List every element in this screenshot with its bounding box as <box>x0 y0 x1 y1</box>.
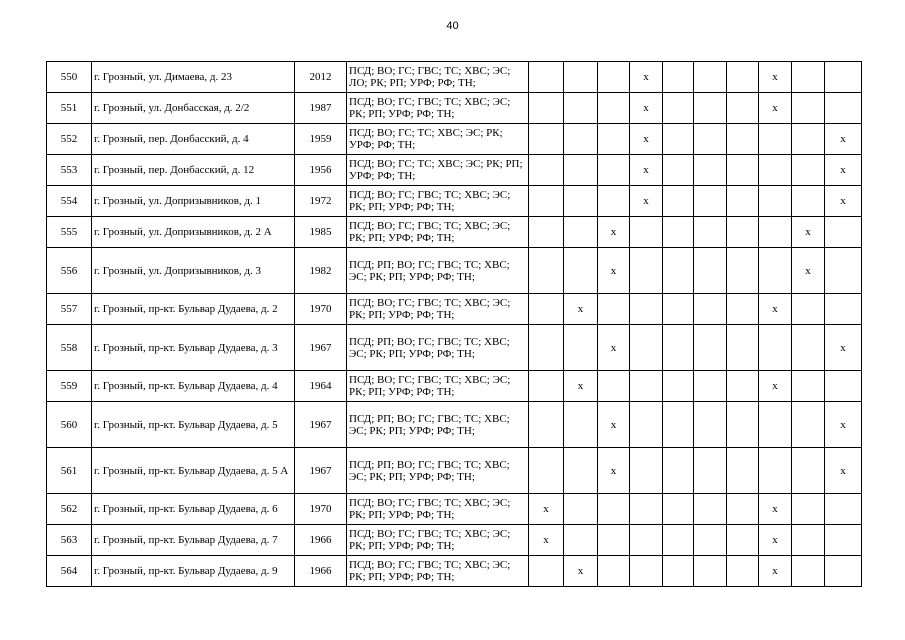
mark-cell <box>727 124 759 155</box>
mark-cell <box>825 525 862 556</box>
works-list-cell: ПСД; ВО; ГС; ТС; ХВС; ЭС; РК; РП; УРФ; РФ; ТН; <box>347 155 529 186</box>
mark-cell <box>792 294 825 325</box>
mark-cell <box>630 525 663 556</box>
mark-cell: х <box>630 155 663 186</box>
works-list-cell: ПСД; ВО; ГС; ГВС; ТС; ХВС; ЭС; РК; РП; УРФ; РФ; ТН; <box>347 556 529 587</box>
mark-cell <box>598 155 630 186</box>
mark-cell <box>727 217 759 248</box>
table-row <box>47 448 862 494</box>
year-cell: 1959 <box>295 124 347 155</box>
year-cell: 1987 <box>295 93 347 124</box>
mark-cell: х <box>598 448 630 494</box>
table-row <box>47 556 862 587</box>
mark-cell <box>529 217 564 248</box>
mark-cell: х <box>630 124 663 155</box>
mark-cell <box>694 371 727 402</box>
address-cell: г. Грозный, ул. Допризывников, д. 3 <box>92 248 295 294</box>
year-cell: 1964 <box>295 371 347 402</box>
mark-cell: х <box>792 217 825 248</box>
row-number-cell: 561 <box>47 448 92 494</box>
works-list-cell: ПСД; ВО; ГС; ТС; ХВС; ЭС; РК; УРФ; РФ; ТН; <box>347 124 529 155</box>
year-cell: 1970 <box>295 494 347 525</box>
mark-cell <box>792 371 825 402</box>
mark-cell <box>630 556 663 587</box>
mark-cell <box>529 62 564 93</box>
mark-cell <box>598 525 630 556</box>
mark-cell <box>663 155 694 186</box>
mark-cell <box>694 294 727 325</box>
table-row <box>47 371 862 402</box>
works-list-cell: ПСД; РП; ВО; ГС; ГВС; ТС; ХВС; ЭС; РК; РП; УРФ; РФ; ТН; <box>347 448 529 494</box>
mark-cell: х <box>598 248 630 294</box>
mark-cell <box>759 325 792 371</box>
mark-cell <box>598 186 630 217</box>
mark-cell <box>630 217 663 248</box>
row-number-cell: 551 <box>47 93 92 124</box>
mark-cell <box>792 325 825 371</box>
mark-cell <box>694 325 727 371</box>
works-list-cell: ПСД; ВО; ГС; ГВС; ТС; ХВС; ЭС; РК; РП; УРФ; РФ; ТН; <box>347 371 529 402</box>
mark-cell <box>598 294 630 325</box>
mark-cell <box>792 556 825 587</box>
mark-cell <box>564 325 598 371</box>
table-row <box>47 325 862 371</box>
table-row <box>47 62 862 93</box>
mark-cell <box>694 494 727 525</box>
mark-cell <box>792 448 825 494</box>
mark-cell <box>759 448 792 494</box>
mark-cell <box>759 402 792 448</box>
table-row <box>47 124 862 155</box>
row-number-cell: 559 <box>47 371 92 402</box>
mark-cell <box>792 124 825 155</box>
mark-cell <box>694 186 727 217</box>
row-number-cell: 563 <box>47 525 92 556</box>
year-cell: 1956 <box>295 155 347 186</box>
mark-cell <box>792 402 825 448</box>
address-cell: г. Грозный, пер. Донбасский, д. 4 <box>92 124 295 155</box>
mark-cell <box>630 494 663 525</box>
row-number-cell: 550 <box>47 62 92 93</box>
row-number-cell: 558 <box>47 325 92 371</box>
mark-cell <box>694 124 727 155</box>
mark-cell <box>727 248 759 294</box>
mark-cell <box>630 325 663 371</box>
mark-cell <box>727 448 759 494</box>
address-cell: г. Грозный, пр-кт. Бульвар Дудаева, д. 5 А <box>92 448 295 494</box>
mark-cell <box>694 448 727 494</box>
works-list-cell: ПСД; ВО; ГС; ГВС; ТС; ХВС; ЭС; РК; РП; УРФ; РФ; ТН; <box>347 217 529 248</box>
mark-cell <box>727 556 759 587</box>
address-cell: г. Грозный, ул. Допризывников, д. 2 А <box>92 217 295 248</box>
mark-cell: х <box>825 124 862 155</box>
works-list-cell: ПСД; ВО; ГС; ГВС; ТС; ХВС; ЭС; РК; РП; УРФ; РФ; ТН; <box>347 294 529 325</box>
mark-cell <box>694 402 727 448</box>
address-cell: г. Грозный, пр-кт. Бульвар Дудаева, д. 5 <box>92 402 295 448</box>
mark-cell <box>529 93 564 124</box>
mark-cell <box>564 217 598 248</box>
table-row <box>47 186 862 217</box>
address-cell: г. Грозный, пр-кт. Бульвар Дудаева, д. 3 <box>92 325 295 371</box>
year-cell: 1967 <box>295 325 347 371</box>
mark-cell <box>727 402 759 448</box>
mark-cell <box>663 186 694 217</box>
mark-cell <box>564 525 598 556</box>
mark-cell <box>630 448 663 494</box>
works-list-cell: ПСД; ВО; ГС; ГВС; ТС; ХВС; ЭС; ЛО; РК; РП; УРФ; РФ; ТН; <box>347 62 529 93</box>
mark-cell <box>663 494 694 525</box>
mark-cell <box>663 93 694 124</box>
mark-cell <box>598 93 630 124</box>
mark-cell <box>792 93 825 124</box>
table-row <box>47 402 862 448</box>
works-list-cell: ПСД; РП; ВО; ГС; ГВС; ТС; ХВС; ЭС; РК; РП; УРФ; РФ; ТН; <box>347 248 529 294</box>
mark-cell <box>792 62 825 93</box>
mark-cell: х <box>598 217 630 248</box>
mark-cell <box>727 525 759 556</box>
mark-cell: х <box>598 402 630 448</box>
table-row <box>47 294 862 325</box>
year-cell: 1982 <box>295 248 347 294</box>
mark-cell <box>529 186 564 217</box>
mark-cell <box>663 402 694 448</box>
mark-cell <box>759 186 792 217</box>
row-number-cell: 553 <box>47 155 92 186</box>
mark-cell <box>663 371 694 402</box>
year-cell: 1972 <box>295 186 347 217</box>
year-cell: 1985 <box>295 217 347 248</box>
year-cell: 1970 <box>295 294 347 325</box>
mark-cell: х <box>630 62 663 93</box>
mark-cell <box>529 371 564 402</box>
mark-cell <box>529 124 564 155</box>
works-list-cell: ПСД; РП; ВО; ГС; ГВС; ТС; ХВС; ЭС; РК; РП; УРФ; РФ; ТН; <box>347 325 529 371</box>
mark-cell <box>825 294 862 325</box>
mark-cell <box>727 62 759 93</box>
mark-cell <box>564 93 598 124</box>
row-number-cell: 556 <box>47 248 92 294</box>
mark-cell: х <box>630 186 663 217</box>
mark-cell <box>694 93 727 124</box>
mark-cell <box>663 124 694 155</box>
address-cell: г. Грозный, ул. Димаева, д. 23 <box>92 62 295 93</box>
mark-cell <box>663 448 694 494</box>
row-number-cell: 560 <box>47 402 92 448</box>
mark-cell: х <box>630 93 663 124</box>
mark-cell: х <box>759 494 792 525</box>
year-cell: 2012 <box>295 62 347 93</box>
mark-cell <box>564 155 598 186</box>
mark-cell: х <box>825 402 862 448</box>
mark-cell <box>630 248 663 294</box>
mark-cell: х <box>529 494 564 525</box>
mark-cell: х <box>529 525 564 556</box>
mark-cell <box>792 494 825 525</box>
mark-cell: х <box>825 186 862 217</box>
mark-cell <box>694 155 727 186</box>
mark-cell <box>564 402 598 448</box>
address-cell: г. Грозный, пер. Донбасский, д. 12 <box>92 155 295 186</box>
mark-cell <box>694 525 727 556</box>
mark-cell <box>694 248 727 294</box>
address-cell: г. Грозный, пр-кт. Бульвар Дудаева, д. 6 <box>92 494 295 525</box>
page-number: 40 <box>446 20 459 32</box>
year-cell: 1966 <box>295 556 347 587</box>
table-row <box>47 248 862 294</box>
mark-cell <box>529 248 564 294</box>
table-row <box>47 155 862 186</box>
mark-cell: х <box>759 525 792 556</box>
mark-cell <box>825 494 862 525</box>
mark-cell <box>727 93 759 124</box>
mark-cell <box>663 525 694 556</box>
address-cell: г. Грозный, ул. Допризывников, д. 1 <box>92 186 295 217</box>
mark-cell <box>663 325 694 371</box>
mark-cell <box>825 556 862 587</box>
mark-cell <box>727 371 759 402</box>
mark-cell: х <box>759 294 792 325</box>
mark-cell: х <box>564 371 598 402</box>
mark-cell <box>663 217 694 248</box>
works-list-cell: ПСД; РП; ВО; ГС; ГВС; ТС; ХВС; ЭС; РК; РП; УРФ; РФ; ТН; <box>347 402 529 448</box>
year-cell: 1966 <box>295 525 347 556</box>
row-number-cell: 554 <box>47 186 92 217</box>
mark-cell <box>564 62 598 93</box>
mark-cell <box>564 448 598 494</box>
mark-cell <box>825 62 862 93</box>
mark-cell <box>598 371 630 402</box>
row-number-cell: 557 <box>47 294 92 325</box>
mark-cell <box>792 525 825 556</box>
mark-cell <box>630 294 663 325</box>
row-number-cell: 555 <box>47 217 92 248</box>
table-row <box>47 93 862 124</box>
works-list-cell: ПСД; ВО; ГС; ГВС; ТС; ХВС; ЭС; РК; РП; УРФ; РФ; ТН; <box>347 494 529 525</box>
mark-cell: х <box>825 325 862 371</box>
mark-cell <box>630 371 663 402</box>
mark-cell <box>727 494 759 525</box>
buildings-table <box>46 61 862 587</box>
row-number-cell: 552 <box>47 124 92 155</box>
mark-cell: х <box>759 62 792 93</box>
mark-cell <box>727 186 759 217</box>
mark-cell <box>564 186 598 217</box>
mark-cell: х <box>792 248 825 294</box>
address-cell: г. Грозный, пр-кт. Бульвар Дудаева, д. 4 <box>92 371 295 402</box>
mark-cell <box>529 155 564 186</box>
mark-cell <box>694 62 727 93</box>
row-number-cell: 562 <box>47 494 92 525</box>
address-cell: г. Грозный, пр-кт. Бульвар Дудаева, д. 7 <box>92 525 295 556</box>
mark-cell: х <box>759 93 792 124</box>
mark-cell: х <box>564 556 598 587</box>
mark-cell: х <box>564 294 598 325</box>
mark-cell <box>694 556 727 587</box>
mark-cell <box>759 217 792 248</box>
mark-cell <box>598 556 630 587</box>
mark-cell <box>663 294 694 325</box>
mark-cell <box>792 186 825 217</box>
mark-cell <box>825 217 862 248</box>
mark-cell <box>529 294 564 325</box>
mark-cell <box>727 325 759 371</box>
mark-cell <box>598 62 630 93</box>
mark-cell <box>529 402 564 448</box>
mark-cell <box>694 217 727 248</box>
mark-cell <box>529 448 564 494</box>
row-number-cell: 564 <box>47 556 92 587</box>
mark-cell <box>759 124 792 155</box>
table-body <box>47 62 862 587</box>
mark-cell: х <box>598 325 630 371</box>
works-list-cell: ПСД; ВО; ГС; ГВС; ТС; ХВС; ЭС; РК; РП; УРФ; РФ; ТН; <box>347 93 529 124</box>
address-cell: г. Грозный, пр-кт. Бульвар Дудаева, д. 2 <box>92 294 295 325</box>
mark-cell: х <box>759 371 792 402</box>
works-list-cell: ПСД; ВО; ГС; ГВС; ТС; ХВС; ЭС; РК; РП; УРФ; РФ; ТН; <box>347 186 529 217</box>
table-row <box>47 494 862 525</box>
mark-cell <box>792 155 825 186</box>
mark-cell <box>663 556 694 587</box>
mark-cell <box>825 371 862 402</box>
mark-cell <box>564 124 598 155</box>
mark-cell <box>529 556 564 587</box>
works-list-cell: ПСД; ВО; ГС; ГВС; ТС; ХВС; ЭС; РК; РП; УРФ; РФ; ТН; <box>347 525 529 556</box>
mark-cell <box>529 325 564 371</box>
mark-cell <box>663 62 694 93</box>
mark-cell <box>727 294 759 325</box>
mark-cell <box>727 155 759 186</box>
mark-cell: х <box>825 155 862 186</box>
mark-cell <box>564 248 598 294</box>
mark-cell <box>759 155 792 186</box>
mark-cell: х <box>825 448 862 494</box>
mark-cell <box>598 124 630 155</box>
mark-cell: х <box>759 556 792 587</box>
mark-cell <box>630 402 663 448</box>
mark-cell <box>564 494 598 525</box>
year-cell: 1967 <box>295 402 347 448</box>
mark-cell <box>825 93 862 124</box>
mark-cell <box>759 248 792 294</box>
mark-cell <box>663 248 694 294</box>
year-cell: 1967 <box>295 448 347 494</box>
mark-cell <box>598 494 630 525</box>
address-cell: г. Грозный, пр-кт. Бульвар Дудаева, д. 9 <box>92 556 295 587</box>
table-row <box>47 217 862 248</box>
address-cell: г. Грозный, ул. Донбасская, д. 2/2 <box>92 93 295 124</box>
table-row <box>47 525 862 556</box>
mark-cell <box>825 248 862 294</box>
